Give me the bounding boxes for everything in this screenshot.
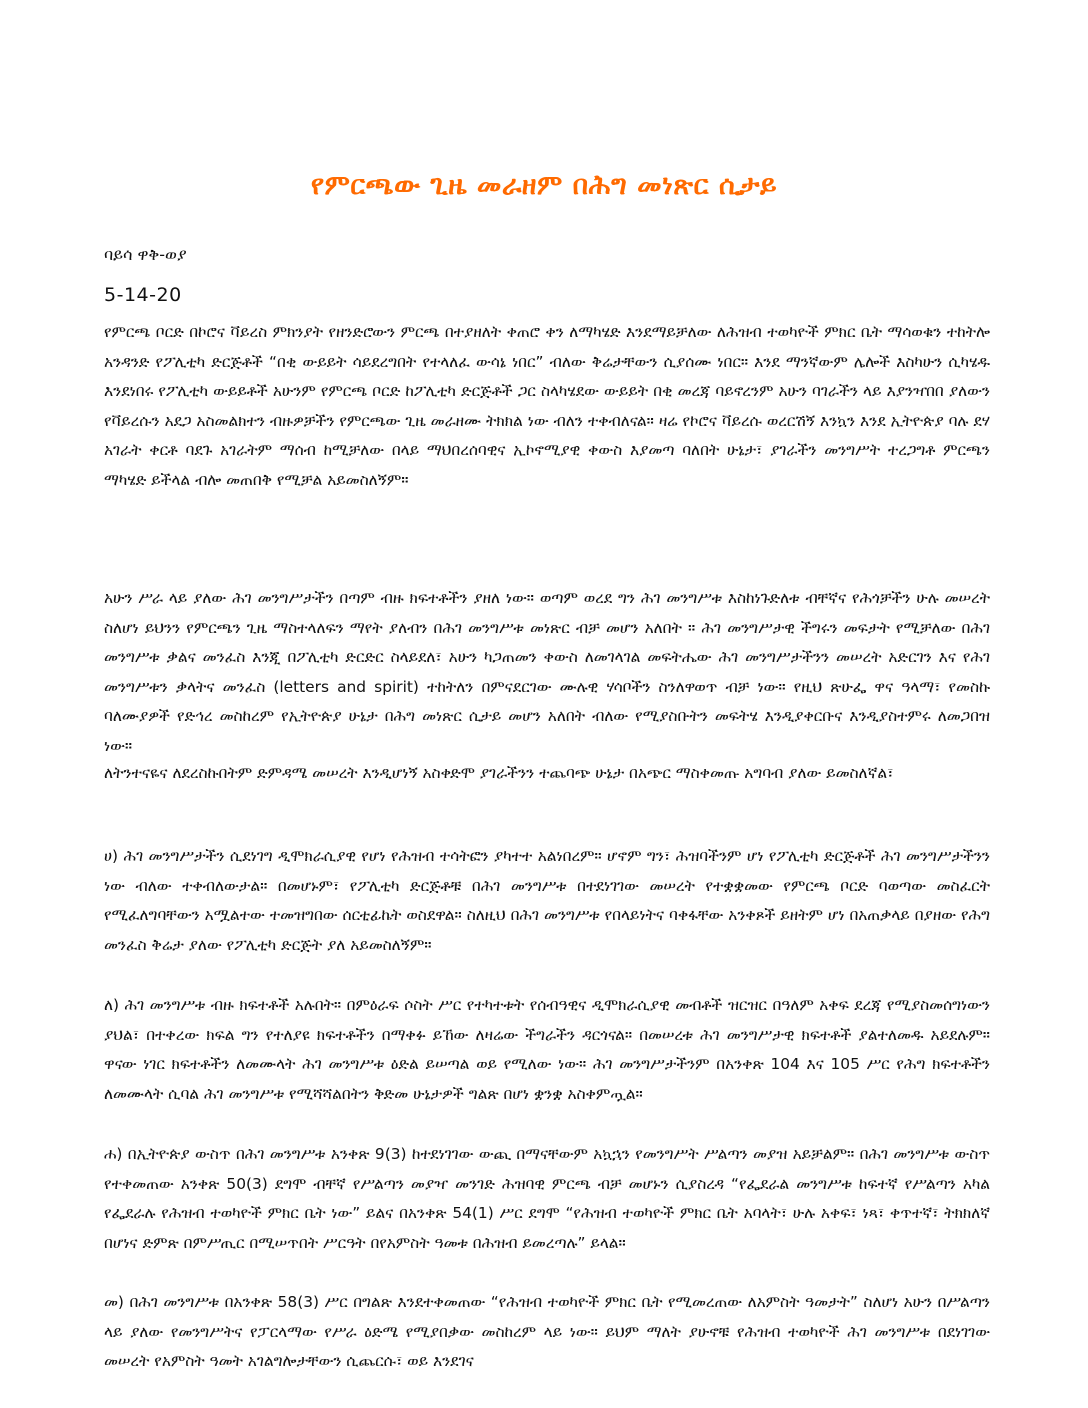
- document-date: 5-14-20: [104, 284, 182, 306]
- paragraph-point-hha: [104, 1140, 990, 1258]
- paragraph-text: ሀ) ሕገ መንግሥታችን ሲደነገግ ዲሞክራሲያዊ የሆነ የሕዝብ ተሳትፎን ያካተተ አልነበረም። ሆኖም ግን፣ ሕዝባችንም ሆነ የፖሊቲካ ድርጅቶች ሕገ መንግሥታችንን ነው ብለው ተቀብለውታል። በመሆኑም፣ የፖሊቲካ ድርጅቶቹ በሕገ መንግሥቱ በተደነገገው መሠረት የተቋቋመው የምርጫ ቦርድ ባወጣው መስፈርት የሚፈለግባቸውን አሟልተው ተመዝግበው ሰርቲፊኬት ወስደዋል። ስለዚህ በሕገ መንግሥቱ የበላይነትና ባቀፋቸው አንቀጾች ይዘትም ሆነ በአጠቃላይ በያዘው የሕግ መንፈስ ቅሬታ ያለው የፖሊቲካ ድርጅት ያለ አይመስለኝም።: [104, 847, 990, 954]
- paragraph-text: ለ) ሕገ መንግሥቱ ብዙ ክፍተቶች አሉበት። በምዕራፍ ሶስት ሥር የተካተቱት የሰብዓዊና ዲሞክራሲያዊ መብቶች ዝርዝር በዓለም አቀፍ ደረጃ የሚያስመሰግነውን ያህል፣ በተቀረው ክፍል ግን የተለያዩ ክፍተቶችን በማቀፉ ይኸው ለዛሬው ችግራችን ዳርጎናል። በመሠረቱ ሕገ መንግሥታዊ ክፍተቶች ያልተለመዱ አይደሉም። ዋናው ነገር ክፍተቶችን ለመሙላት ሕገ መንግሥቱ ዕድል ይሠጣል ወይ የሚለው ነው። ሕገ መንግሥታችንም በአንቀጽ 104 እና 105 ሥር የሕግ ክፍተቶችን ለመሙላት ሲባል ሕገ መንግሥቱ የሚሻሻልበትን ቅድመ ሁኔታዎች ግልጽ በሆነ ቋንቋ አስቀምጧል።: [104, 996, 990, 1103]
- paragraph-context: [104, 759, 990, 789]
- paragraph-text: ለትንተናዬና ለደረስኩበትም ድምዳሜ መሠረት እንዲሆነኝ አስቀድሞ ያገራችንን ተጨባጭ ሁኔታ በአጭር ማስቀመጡ አግባብ ያለው ይመስለኛል፣: [104, 764, 894, 782]
- paragraph-intro: [104, 318, 990, 495]
- document-title: የምርጫው ጊዜ መራዘም በሕግ መነጽር ሲታይ: [310, 170, 778, 201]
- paragraph-point-le: [104, 991, 990, 1109]
- paragraph-constitution: [104, 584, 990, 761]
- paragraph-text: ሐ) በኢትዮጵያ ውስጥ በሕገ መንግሥቱ አንቀጽ 9(3) ከተደነገገው ውጪ በማናቸውም አኳኋን የመንግሥት ሥልጣን መያዝ አይቻልም። በሕገ መንግሥቱ ውስጥ የተቀመጠው አንቀጽ 50(3) ደግሞ ብቸኛ የሥልጣን መያዣ መንገድ ሕዝባዊ ምርጫ ብቻ መሆኑን ሲያስረዳ “የፌደራል መንግሥቱ ከፍተኛ የሥልጣን አካል የፌደራሉ የሕዝብ ተወካዮች ምክር ቤት ነው” ይልና በአንቀጽ 54(1) ሥር ደግሞ “የሕዝብ ተወካዮች ምክር ቤት አባላት፣ ሁሉ አቀፍ፣ ነጻ፣ ቀጥተኛ፣ ትክክለኛ በሆነና ድምጽ በምሥጢር በሚሠጥበት ሥርዓት በየአምስት ዓመቱ በሕዝብ ይመረጣሉ” ይላል።: [104, 1145, 990, 1252]
- paragraph-text: አሁን ሥራ ላይ ያለው ሕገ መንግሥታችን በጣም ብዙ ክፍተቶችን ያዘለ ነው። ወጣም ወረደ ግን ሕገ መንግሥቱ እስከነጉድለቱ ብቸኛና የሕጎቻችን ሁሉ መሠረት ስለሆነ ይህንን የምርጫን ጊዜ ማስተላለፍን ማየት ያለብን በሕገ መንግሥቱ መነጽር ብቻ መሆን አለበት ። ሕገ መንግሥታዊ ችግሩን መፍታት የሚቻለው በሕገ መንግሥቱ ቃልና መንፈስ እንጂ በፖሊቲካ ድርድር ስላይደለ፣ አሁን ካጋጠመን ቀውስ ለመገላገል መፍትሔው ሕገ መንግሥታችንን መሠረት አድርገን እና የሕገ መንግሥቱን ቃላትና መንፈስ (letters and spirit) ተከትለን በምናደርገው ሙሉዊ ሃሳቦችን ስንለዋወጥ ብቻ ነው። የዚህ ጽሁፌ ዋና ዓላማ፣ የመስኩ ባለሙያዎች የድኅረ መስከረም የኢትዮጵያ ሁኔታ በሕግ መነጽር ሲታይ መሆን አለበት ብለው የሚያስቡትን መፍትሄ እንዲያቀርቡና እንዲያስተምሩ ለመጋበዝ ነው።: [104, 589, 990, 755]
- paragraph-point-me: [104, 1288, 990, 1377]
- author-name: ባይሳ ዋቅ-ወያ: [104, 245, 187, 264]
- paragraph-text: የምርጫ ቦርድ በኮሮና ቫይረስ ምክንያት የዘንድሮውን ምርጫ በተያዘለት ቀጠሮ ቀን ለማካሄድ እንደማይቻለው ለሕዝብ ተወካዮች ምክር ቤት ማሳወቁን ተከትሎ አንዳንድ የፖሊቲካ ድርጅቶች “በቂ ውይይት ሳይደረግበት የተላለፈ ውሳኔ ነበር” ብለው ቅሬታቸውን ሲያሰሙ ነበር። እንደ ማንኛውም ሌሎች እስካሁን ሲካሄዱ እንደነበሩ የፖሊቲካ ውይይቶች አሁንም የምርጫ ቦርድ ከፖሊቲካ ድርጅቶች ጋር ስላካሄደው ውይይት በቂ መረጃ ባይኖረንም አሁን ባገራችን ላይ እያንዣበበ ያለውን የቫይረሱን አደጋ አስመልክተን ብዙዎቻችን የምርጫው ጊዜ መራዘሙ ትክክል ነው ብለን ተቀብለናል። ዛሬ የኮሮና ቫይረሱ ወረርሽኝ እንኳን እንደ ኢትዮጵያ ባሉ ደሃ አገራት ቀርቶ ባደጉ አገራትም ማሰብ ከሚቻለው በላይ ማህበረሰባዊና ኢኮኖሚያዊ ቀውስ እያመጣ ባለበት ሁኔታ፣ ያገራችን መንግሥት ተረጋግቶ ምርጫን ማካሄድ ይችላል ብሎ መጠበቅ የሚቻል አይመስለኝም።: [104, 323, 990, 489]
- paragraph-text: መ) በሕገ መንግሥቱ በአንቀጽ 58(3) ሥር በግልጽ እንደተቀመጠው “የሕዝብ ተወካዮች ምክር ቤት የሚመረጠው ለአምስት ዓመታት” ስለሆነ አሁን በሥልጣን ላይ ያለው የመንግሥትና የፓርላማው የሥራ ዕድሜ የሚያበቃው መስከረም ላይ ነው። ይህም ማለት ያሁኖቹ የሕዝብ ተወካዮች ሕገ መንግሥቱ በደነገገው መሠረት የአምስት ዓመት አገልግሎታቸውን ሲጨርሱ፣ ወይ እንደገና: [104, 1293, 990, 1370]
- paragraph-point-ha: [104, 842, 990, 960]
